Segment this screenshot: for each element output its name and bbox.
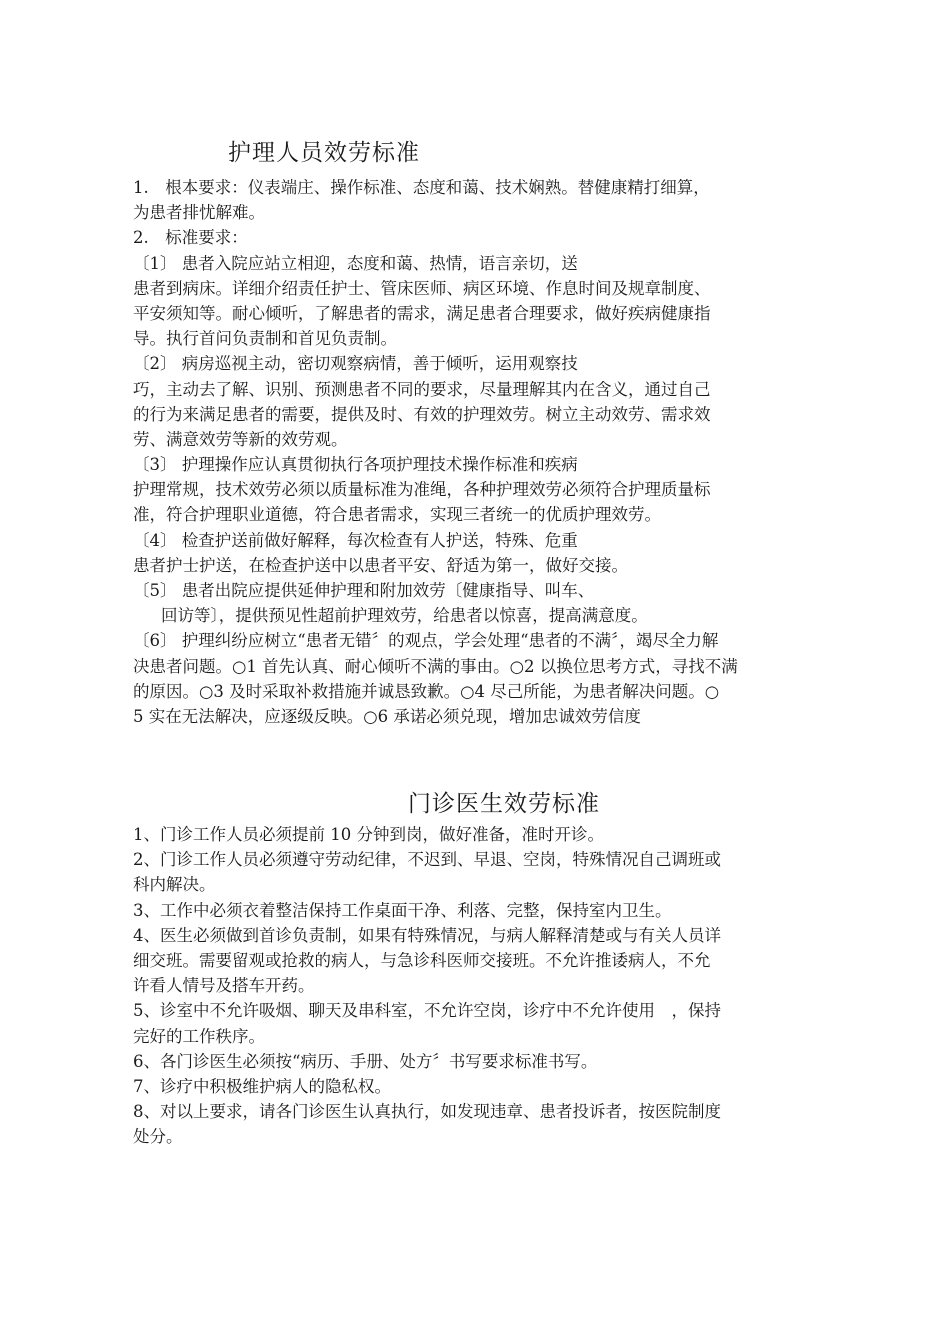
text-line: 导。执行首问负责制和首见负责制。 xyxy=(133,329,397,349)
text-line: 细交班。需要留观或抢救的病人，与急诊科医师交接班。不允许推诿病人，不允 xyxy=(133,950,711,970)
text-line: 〔6〕 护理纠纷应树立“患者无错〞的观点，学会处理“患者的不满〞，竭尽全力解 xyxy=(133,631,719,651)
text-line: 患者到病床。详细介绍责任护士、管床医师、病区环境、作息时间及规章制度、 xyxy=(133,278,711,298)
text-line: 完好的工作秩序。 xyxy=(133,1026,265,1046)
nursing-standards-title: 护理人员效劳标准 xyxy=(228,140,420,166)
text-line: 劳、满意效劳等新的效劳观。 xyxy=(133,429,348,449)
text-line: 1、门诊工作人员必须提前 10 分钟到岗，做好准备，准时开诊。 xyxy=(133,825,604,844)
text-line: 巧，主动去了解、识别、预测患者不同的要求，尽量理解其内在含义，通过自己 xyxy=(133,379,711,399)
text-line: 科内解决。 xyxy=(133,875,216,895)
text-line: 护理常规，技术效劳必须以质量标准为准绳，各种护理效劳必须符合护理质量标 xyxy=(133,480,711,500)
text-line: 3、工作中必须衣着整洁保持工作桌面干净、利落、完整，保持室内卫生。 xyxy=(133,900,672,920)
text-line: 5 实在无法解决，应逐级反映。○6 承诺必须兑现，增加忠诚效劳信度 xyxy=(133,706,641,726)
text-line: 4、医生必须做到首诊负责制，如果有特殊情况，与病人解释清楚或与有关人员详 xyxy=(133,925,721,945)
outpatient-standards-body xyxy=(133,822,823,1149)
text-line: 〔5〕 患者出院应提供延伸护理和附加效劳〔健康指导、叫车、 xyxy=(133,581,595,600)
text-line: 2. 标准要求： xyxy=(133,228,248,248)
outpatient-standards-title: 门诊医生效劳标准 xyxy=(408,791,600,817)
text-line: 8、对以上要求，请各门诊医生认真执行，如发现违章、患者投诉者，按医院制度 xyxy=(133,1102,721,1122)
text-line: 〔3〕 护理操作应认真贯彻执行各项护理技术操作标准和疾病 xyxy=(133,455,578,475)
text-line: 决患者问题。○1 首先认真、耐心倾听不满的事由。○2 以换位思考方式，寻找不满 xyxy=(133,656,738,676)
text-line: 患者护士护送，在检查护送中以患者平安、舒适为第一，做好交接。 xyxy=(133,555,628,575)
text-line: 平安须知等。耐心倾听，了解患者的需求，满足患者合理要求，做好疾病健康指 xyxy=(133,303,711,323)
text-line: 回访等〕，提供预见性超前护理效劳，给患者以惊喜，提高满意度。 xyxy=(161,606,648,626)
text-line: 〔2〕 病房巡视主动，密切观察病情，善于倾听，运用观察技 xyxy=(133,354,578,374)
text-line: 2、门诊工作人员必须遵守劳动纪律，不迟到、早退、空岗，特殊情况自己调班或 xyxy=(133,850,721,870)
text-line: 5、诊室中不允许吸烟、聊天及串科室，不允许空岗，诊疗中不允许使用 ，保持 xyxy=(133,1001,721,1021)
text-line: 的行为来满足患者的需要，提供及时、有效的护理效劳。树立主动效劳、需求效 xyxy=(133,404,711,424)
text-line: 处分。 xyxy=(133,1127,183,1147)
text-line: 7、诊疗中积极维护病人的隐私权。 xyxy=(133,1076,391,1096)
text-line: 许看人情号及搭车开药。 xyxy=(133,976,315,996)
text-line: 〔1〕 患者入院应站立相迎，态度和蔼、热情，语言亲切，送 xyxy=(133,253,578,273)
text-line: 准，符合护理职业道德，符合患者需求，实现三者统一的优质护理效劳。 xyxy=(133,505,661,525)
text-line: 的原因。○3 及时采取补救措施并诚恳致歉。○4 尽己所能，为患者解决问题。○ xyxy=(133,681,720,701)
nursing-standards-body xyxy=(133,175,823,729)
text-line: 6、各门诊医生必须按“病历、手册、处方〞书写要求标准书写。 xyxy=(133,1051,598,1071)
text-line: 1. 根本要求：仪表端庄、操作标准、态度和蔼、技术娴熟。替健康精打细算， xyxy=(133,178,710,197)
text-line: 为患者排忧解难。 xyxy=(133,203,265,223)
text-line: 〔4〕 检查护送前做好解释，每次检查有人护送，特殊、危重 xyxy=(133,530,578,550)
